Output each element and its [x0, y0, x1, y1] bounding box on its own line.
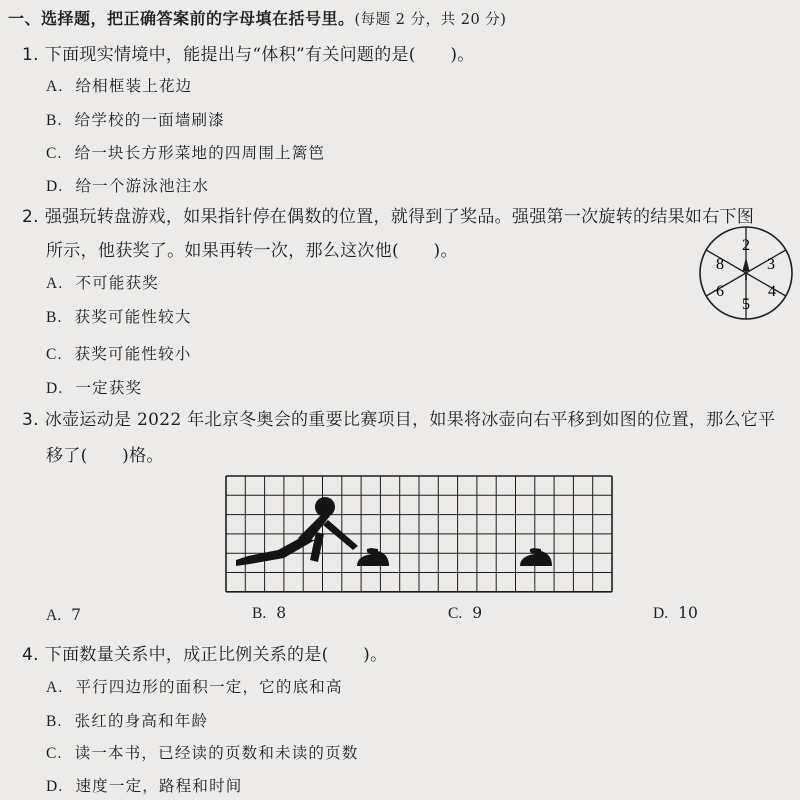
section-score-note: (每题 2 分，共 20 分)	[354, 12, 507, 28]
question-number: 4.	[22, 645, 39, 665]
spinner-number: 4	[768, 283, 776, 300]
option-4b: B. 张红的身高和年龄	[46, 712, 209, 730]
spinner-number: 5	[742, 296, 750, 313]
section-header	[8, 6, 506, 29]
option-1b: B. 给学校的一面墙刷漆	[46, 111, 225, 129]
question-1	[22, 40, 475, 65]
question-4	[22, 640, 387, 665]
question-number: 1.	[22, 45, 39, 65]
curling-stone-icon	[357, 548, 389, 566]
option-1a: A. 给相框装上花边	[46, 77, 193, 95]
curler-figure-icon	[236, 497, 358, 566]
option-1d: D. 给一个游泳池注水	[46, 177, 210, 195]
section-title: 一、选择题，把正确答案前的字母填在括号里。	[8, 9, 355, 28]
spinner-pointer-icon	[743, 257, 750, 271]
question-text: 下面数量关系中，成正比例关系的是( )。	[44, 645, 388, 665]
question-number: 2.	[22, 207, 39, 227]
spinner-number: 2	[742, 237, 750, 254]
question-2	[22, 202, 754, 227]
option-2d: D. 一定获奖	[46, 379, 143, 397]
option-2b: B. 获奖可能性较大	[46, 308, 192, 326]
answer-3c: C. 9	[448, 604, 483, 622]
option-2c: C. 获奖可能性较小	[46, 345, 192, 363]
spinner-number: 8	[716, 256, 724, 273]
question-number: 3.	[22, 410, 39, 430]
question-3-line2: 移了( )格。	[46, 446, 164, 466]
option-1c: C. 给一块长方形菜地的四周围上篱笆	[46, 144, 326, 162]
option-2a: A. 不可能获奖	[46, 274, 159, 292]
curling-grid-figure	[220, 470, 620, 600]
grid-lines	[226, 476, 612, 592]
question-2-line2: 所示，他获奖了。如果再转一次，那么这次他( )。	[46, 241, 458, 261]
spinner-figure	[698, 225, 798, 325]
answer-3a: A. 7	[46, 606, 81, 624]
curling-stone-icon	[520, 548, 552, 566]
question-3	[22, 405, 775, 430]
spinner-number: 6	[716, 283, 724, 300]
question-text-line1: 冰壶运动是 2022 年北京冬奥会的重要比赛项目，如果将冰壶向右平移到如图的位置，那么它平	[44, 410, 776, 430]
option-4d: D. 速度一定，路程和时间	[46, 777, 243, 795]
option-4a: A. 平行四边形的面积一定，它的底和高	[46, 678, 343, 696]
spinner-number: 3	[767, 256, 775, 273]
question-text-line1: 强强玩转盘游戏，如果指针停在偶数的位置，就得到了奖品。强强第一次旋转的结果如右下图	[44, 207, 755, 227]
question-text: 下面现实情境中，能提出与“体积”有关问题的是( )。	[44, 45, 475, 65]
answer-3b: B. 8	[252, 604, 287, 622]
option-4c: C. 读一本书，已经读的页数和未读的页数	[46, 744, 359, 762]
answer-3d: D. 10	[653, 604, 698, 622]
